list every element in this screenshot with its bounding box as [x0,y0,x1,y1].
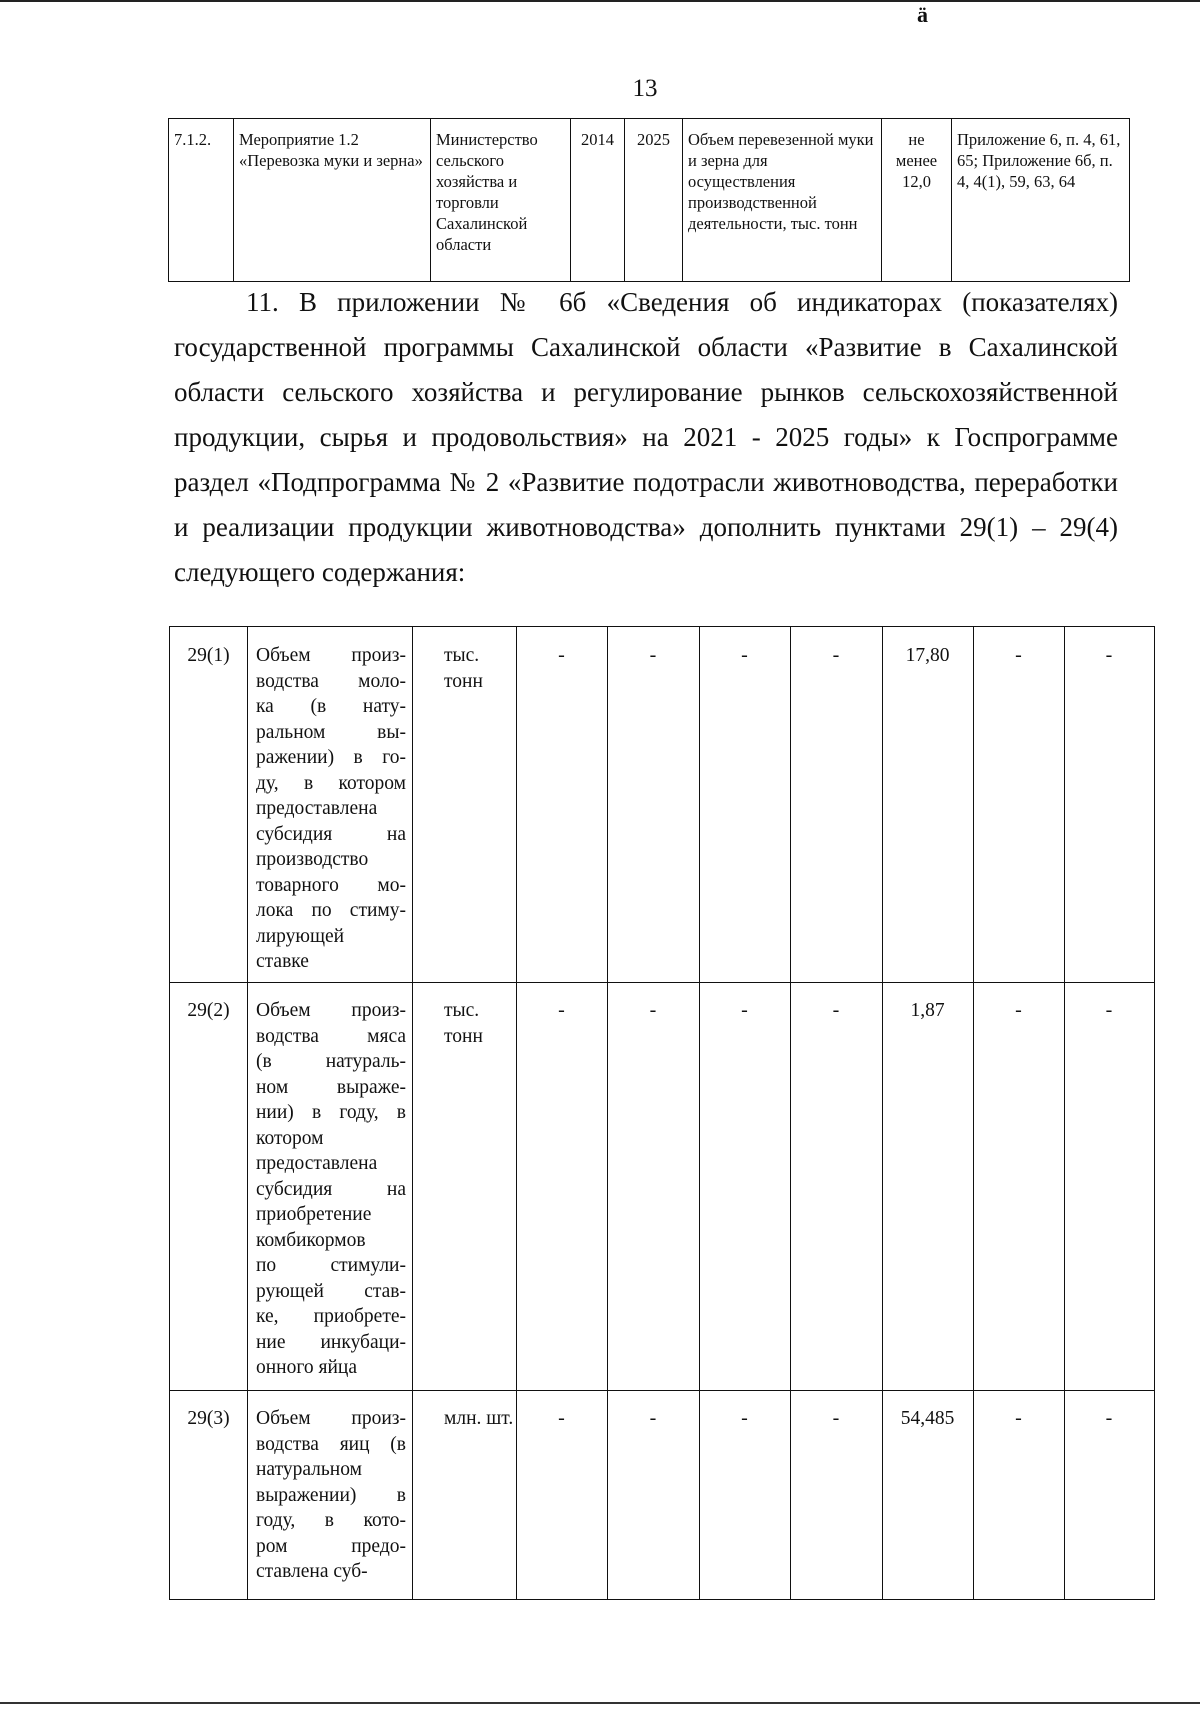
indicator-description-line: ставлена суб- [256,1561,368,1582]
program-events-table [168,118,1130,282]
scan-edge-bottom [0,1702,1200,1704]
indicator-description-line: выражении) в [256,1484,406,1506]
indicator-description [256,643,406,975]
indicator-unit [416,998,516,1049]
indicator-description-line: субсидия на [256,823,406,845]
indicator-description-line: водства мяса [256,1025,406,1047]
indicator-description-line: субсидия на [256,1178,406,1200]
indicator-description-line: ром предо- [256,1535,406,1557]
event-start-year: 2014 [570,119,624,281]
col-divider [247,627,248,1599]
amendment-text: 11. В приложении № 6б «Сведения об индикаторах (показателях) государственной программы Сахалинской области «Развитие в Сахалинской области сельского хозяйства и регулирование рынков сельскохозяйственной продукции, сырья и продовольствия» на 2021 - 2025 годы» к Госпрограмме раздел «Подпрограмма № 2 «Развитие подотрасли животноводства, переработки и реализации продукции животноводства» дополнить пунктами 29(1) – 29(4) следующего содержания: [174,287,1118,587]
event-indicator: Объем перевезенной муки и зерна для осуществления производственной деятельности, тыс. тонн [682,119,881,281]
event-end-year: 2025 [624,119,682,281]
indicator-description-line: водства моло- [256,670,406,692]
indicator-unit-line: млн. шт. [444,1408,514,1429]
indicator-value-year-2021: - [558,644,565,666]
indicator-description-line: ставке [256,951,309,972]
indicator-value-year-2023: - [741,999,748,1021]
col-divider [699,627,700,1599]
scan-edge-top [0,0,1200,2]
indicator-description-line: производство [256,849,369,870]
indicator-description-line: Объем произ- [256,1000,406,1021]
indicator-number: 29(3) [187,1408,230,1429]
col-divider [882,627,883,1599]
indicator-number: 29(1) [187,645,230,666]
row-divider [170,1390,1154,1391]
indicator-description-line: водства яиц (в [256,1433,406,1455]
indicator-unit-line: тыс. [444,1000,480,1021]
event-executor: Министерство сельского хозяйства и торговли Сахалинской области [430,119,570,281]
col-divider [516,627,517,1599]
indicator-description-line: ке, приобрете- [256,1306,406,1327]
indicator-unit-line: тонн [444,670,483,692]
indicator-value-year-2023: - [741,1407,748,1429]
indicator-description-line: онного яйца [256,1357,358,1378]
col-divider [412,627,413,1599]
indicator-description-line: приобретение [256,1204,372,1225]
indicator-description-line: ном выраже- [256,1076,406,1098]
event-target-value: не менее 12,0 [881,119,951,281]
indicator-description-line: натуральном [256,1459,362,1480]
indicator-value-year-2026: - [1015,999,1022,1021]
indicator-description-line: ние инкубаци- [256,1331,406,1353]
indicator-number: 29(2) [187,1000,230,1021]
indicator-description-line: ка (в нату- [256,696,406,717]
indicator-value-year-2022: - [649,1407,657,1429]
indicator-value-year-2026: - [1015,644,1022,666]
indicator-value-year-2024: - [832,999,840,1021]
indicator-value-year-2024: - [832,644,840,666]
indicator-value-year-2025: 1,87 [910,1000,945,1021]
indicator-value-year-2022: - [649,999,657,1021]
indicator-description-line: лока по стиму- [256,900,406,921]
indicator-value-year-2021: - [558,999,565,1021]
indicator-description-line: нии) в году, в [256,1102,406,1123]
indicator-description-line: комбикормов [256,1229,366,1251]
indicator-description-line: Объем произ- [256,1408,406,1429]
corner-mark: ä [917,2,928,27]
event-code: 7.1.2. [174,130,212,149]
col-divider [1064,627,1065,1599]
amendment-paragraph [174,280,1118,595]
indicator-value-year-2021: - [558,1407,565,1429]
indicator-unit [416,1406,516,1432]
indicator-description-line: рующей став- [256,1280,406,1302]
indicator-value-year-2025: 54,485 [900,1408,955,1429]
page-number: 13 [632,75,658,102]
indicator-description-line: Объем произ- [256,645,406,666]
indicator-description-line: товарного мо- [256,874,406,896]
indicator-unit [416,643,516,694]
indicator-description [256,998,406,1381]
indicator-description-line: ражении) в го- [256,747,406,768]
event-links: Приложение 6, п. 4, 61, 65; Приложение 6б, п. 4, 4(1), 59, 63, 64 [951,119,1131,281]
indicator-value-year-2023: - [741,644,748,666]
indicator-value-year-2026: - [1015,1407,1022,1429]
indicator-description [256,1406,406,1585]
col-divider [973,627,974,1599]
indicator-value-year-2027: - [1105,644,1113,666]
col-divider [790,627,791,1599]
indicators-table [169,626,1155,1600]
indicator-unit-line: тонн [444,1025,483,1047]
indicator-value-year-2025: 17,80 [905,645,950,666]
row-divider [170,982,1154,983]
indicator-description-line: лирующей [256,925,345,947]
indicator-description-line: ральном вы- [256,721,406,743]
indicator-description-line: по стимули- [256,1255,406,1276]
indicator-description-line: ду, в котором [256,772,406,794]
indicator-description-line: предоставлена [256,798,378,819]
indicator-description-line: котором [256,1127,324,1149]
indicator-value-year-2027: - [1105,1407,1113,1429]
indicator-value-year-2022: - [649,644,657,666]
indicator-value-year-2027: - [1105,999,1113,1021]
event-name: Мероприятие 1.2 «Перевозка муки и зерна» [233,119,430,281]
indicator-description-line: (в натураль- [256,1051,406,1072]
indicator-description-line: предоставлена [256,1153,378,1174]
indicator-description-line: году, в кото- [256,1510,406,1531]
indicator-unit-line: тыс. [444,645,480,666]
indicator-value-year-2024: - [832,1407,840,1429]
col-divider [607,627,608,1599]
